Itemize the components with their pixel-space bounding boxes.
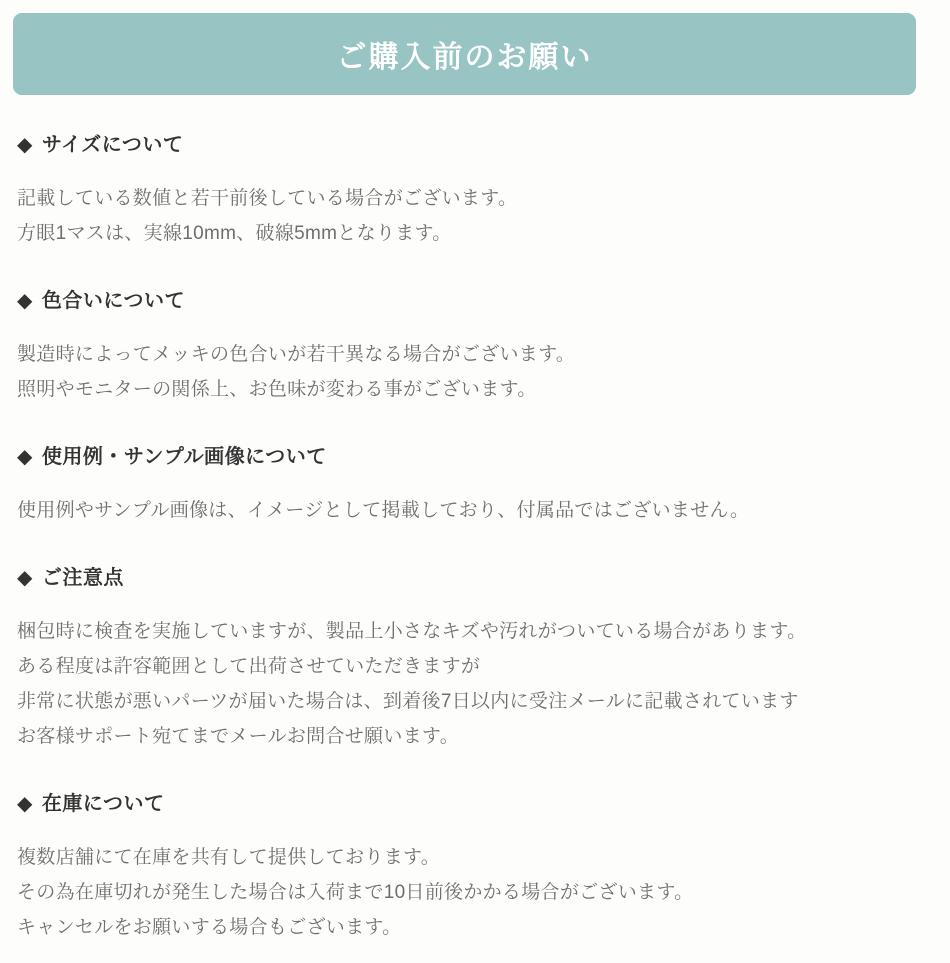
section-heading-text: 在庫について: [41, 793, 165, 815]
diamond-bullet-icon: ◆: [17, 290, 33, 312]
notice-section: [17, 287, 920, 407]
section-body-line: 照明やモニターの関係上、お色味が変わる事がございます。: [17, 379, 537, 400]
page-title: ご購入前のお願い: [336, 41, 593, 74]
section-body-line: キャンセルをお願いする場合もございます。: [17, 917, 402, 938]
section-body-line: 使用例やサンプル画像は、イメージとして掲載しており、付属品ではございません。: [17, 500, 750, 521]
section-body-line: 非常に状態が悪いパーツが届いた場合は、到着後7日以内に受注メールに記載されています: [17, 691, 799, 712]
notice-section: [17, 790, 920, 945]
section-body-line: 記載している数値と若干前後している場合がございます。: [17, 188, 518, 209]
section-heading: [17, 564, 920, 592]
notice-sections: [0, 131, 950, 945]
section-body-line: 製造時によってメッキの色合いが若干異なる場合がございます。: [17, 344, 576, 365]
purchase-notice-banner: [13, 13, 916, 95]
section-body: [17, 493, 920, 528]
section-body-line: 方眼1マスは、実線10mm、破線5mmとなります。: [17, 223, 452, 244]
section-heading-text: 使用例・サンプル画像について: [41, 446, 327, 468]
diamond-bullet-icon: ◆: [17, 793, 33, 815]
section-body-line: お客様サポート宛てまでメールお問合せ願います。: [17, 726, 460, 747]
diamond-bullet-icon: ◆: [17, 446, 33, 468]
section-heading-text: ご注意点: [41, 567, 124, 589]
section-body: [17, 614, 920, 754]
section-body: [17, 840, 920, 945]
notice-section: [17, 131, 920, 251]
section-heading: [17, 131, 920, 159]
section-body-line: 複数店舗にて在庫を共有して提供しております。: [17, 847, 441, 868]
section-heading-text: 色合いについて: [41, 290, 185, 312]
section-body: [17, 181, 920, 251]
section-body: [17, 337, 920, 407]
section-heading: [17, 790, 920, 818]
section-heading-text: サイズについて: [41, 134, 184, 156]
notice-section: [17, 443, 920, 528]
diamond-bullet-icon: ◆: [17, 134, 33, 156]
notice-section: [17, 564, 920, 754]
section-body-line: その為在庫切れが発生した場合は入荷まで10日前後かかる場合がございます。: [17, 882, 694, 903]
section-body-line: 梱包時に検査を実施していますが、製品上小さなキズや汚れがついている場合があります。: [17, 621, 807, 642]
section-heading: [17, 443, 920, 471]
section-heading: [17, 287, 920, 315]
section-body-line: ある程度は許容範囲として出荷させていただきますが: [17, 656, 481, 677]
diamond-bullet-icon: ◆: [17, 567, 33, 589]
